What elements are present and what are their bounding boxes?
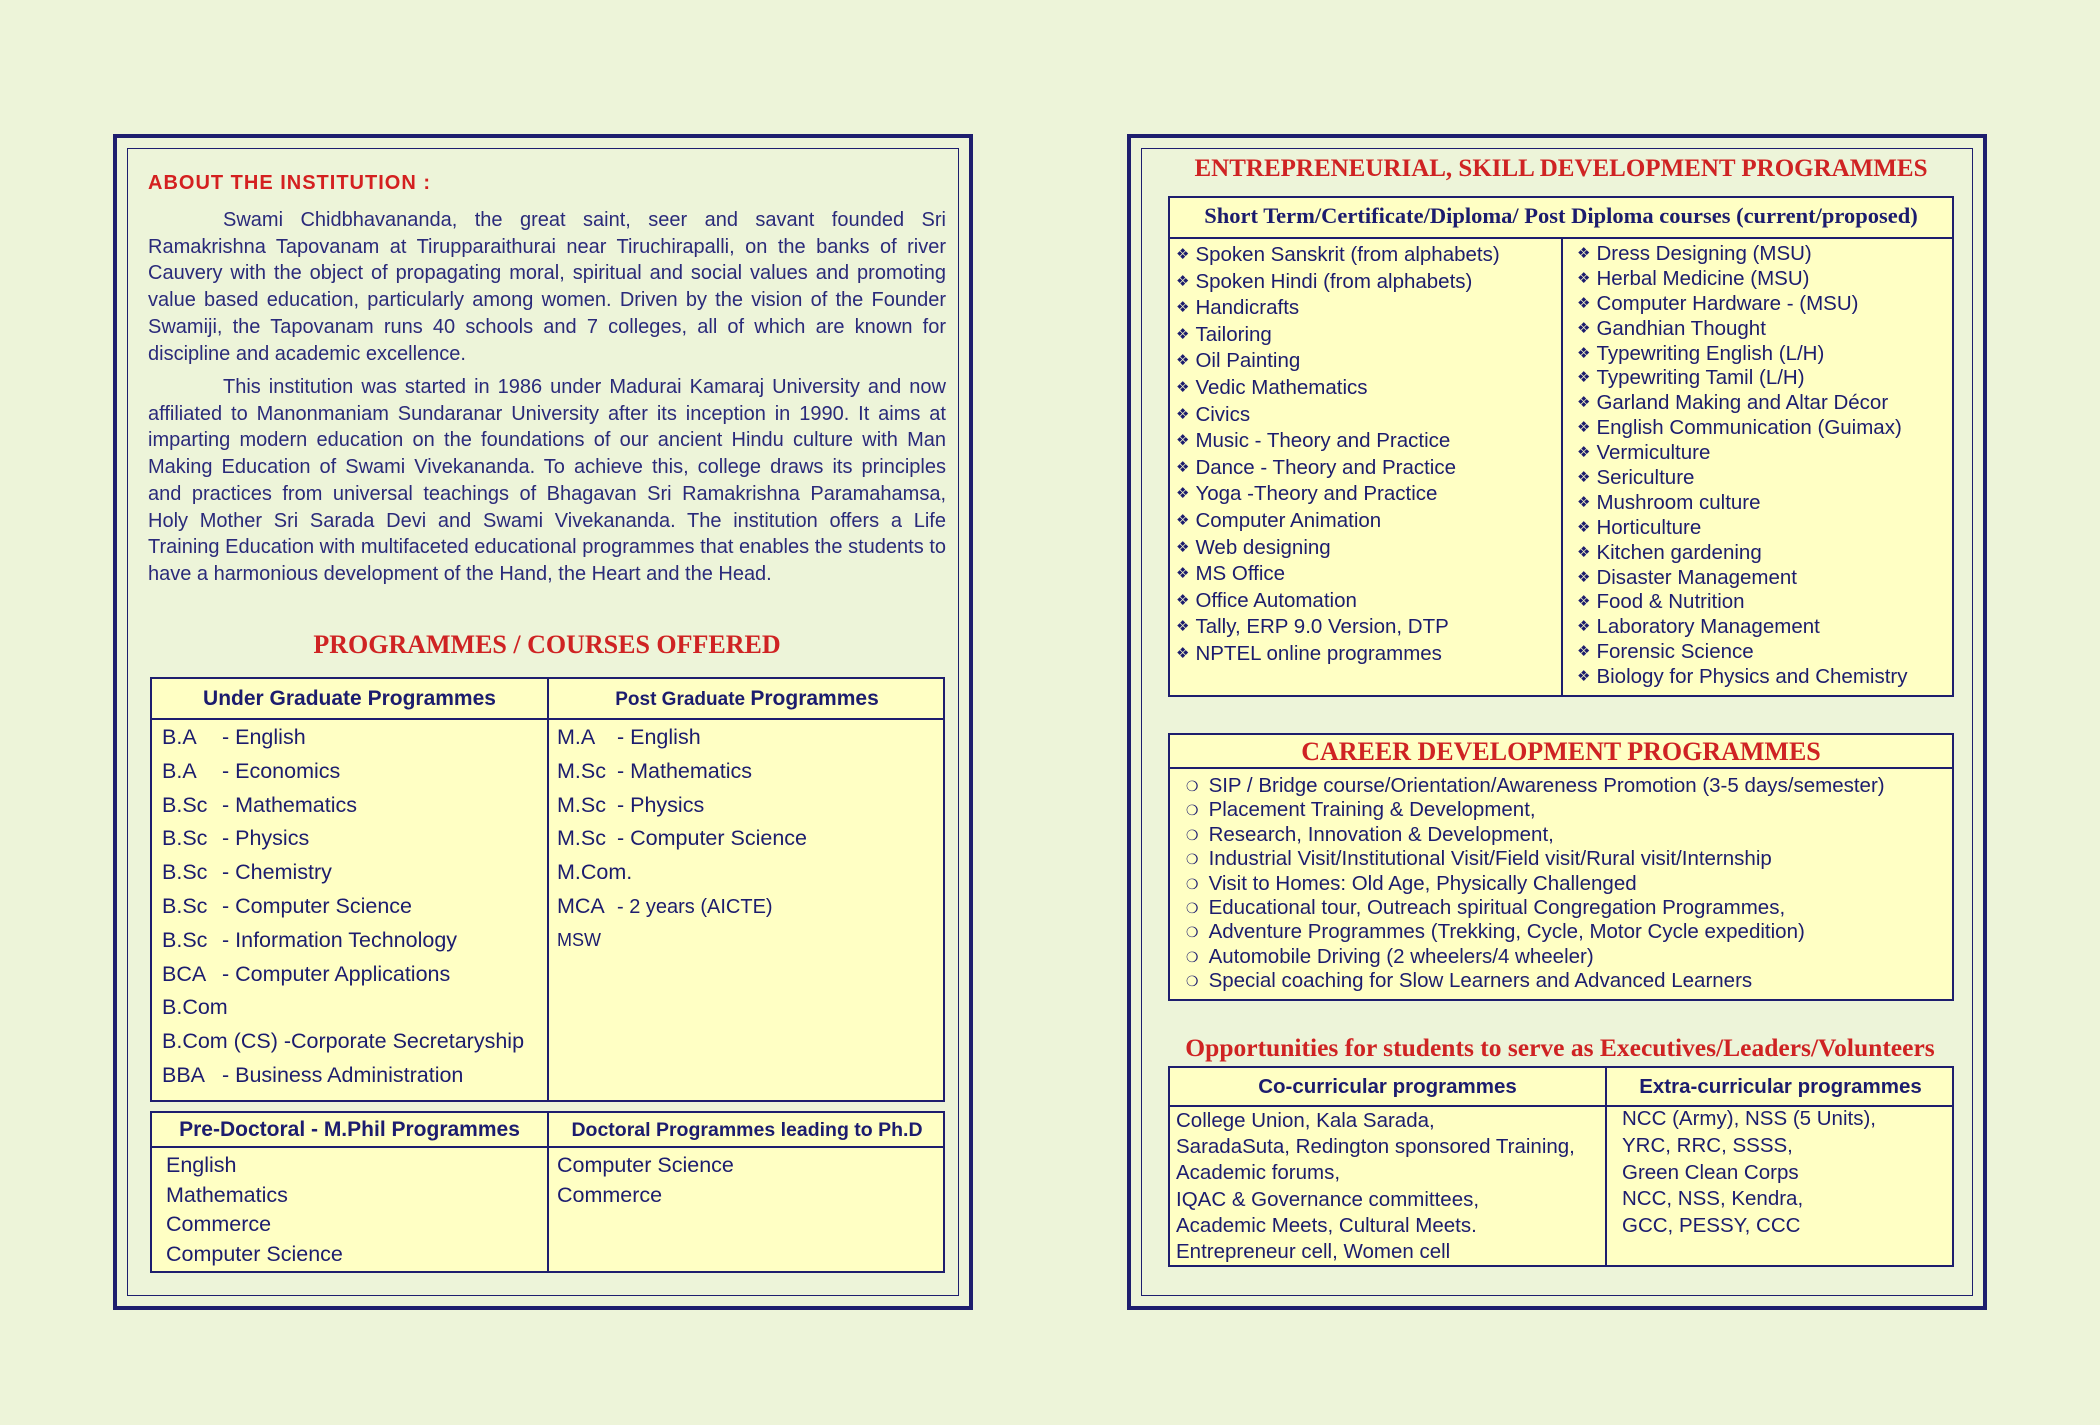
- phd-item: Computer Science: [557, 1153, 734, 1177]
- extra-curricular-header: Extra-curricular programmes: [1639, 1075, 1922, 1098]
- programme-name: - Computer Applications: [222, 961, 451, 986]
- co-curricular-item: Academic Meets, Cultural Meets.: [1176, 1213, 1477, 1237]
- programme-item: [162, 890, 524, 924]
- co-curricular-header: Co-curricular programmes: [1258, 1075, 1517, 1098]
- programme-item: [162, 755, 524, 789]
- phd-list: [557, 1151, 734, 1210]
- ug-list: [162, 721, 524, 1093]
- programme-item: [557, 721, 807, 755]
- career-item: ❍ Visit to Homes: Old Age, Physically Challenged: [1186, 872, 1885, 896]
- skill-item: ❖ Dress Designing (MSU): [1577, 242, 1908, 267]
- programme-item: [557, 755, 807, 789]
- programme-item: [162, 1059, 524, 1093]
- career-item: ❍ Educational tour, Outreach spiritual Congregation Programmes,: [1186, 896, 1885, 920]
- programme-code: B.Sc: [162, 826, 208, 851]
- extra-curricular-item: NCC (Army), NSS (5 Units),: [1622, 1107, 1876, 1130]
- doctoral-table: [150, 1111, 945, 1273]
- skill-item: ❖ Spoken Sanskrit (from alphabets): [1176, 242, 1500, 269]
- career-title: CAREER DEVELOPMENT PROGRAMMES: [1301, 737, 1821, 766]
- skill-item: ❖ Food & Nutrition: [1577, 590, 1908, 615]
- programme-code: BCA: [162, 961, 207, 986]
- programme-code: MCA: [557, 893, 605, 918]
- programme-item: [557, 856, 807, 890]
- pg-header-big: Programmes: [750, 687, 879, 710]
- skill-item: ❖ Oil Painting: [1176, 348, 1500, 375]
- programme-code: B.A: [162, 725, 197, 749]
- programme-item: [162, 958, 524, 992]
- skill-item: ❖ Laboratory Management: [1577, 615, 1908, 640]
- programme-item: [162, 856, 524, 890]
- career-item: ❍ Special coaching for Slow Learners and Advanced Learners: [1186, 969, 1885, 993]
- skill-table: [1168, 196, 1954, 697]
- programme-name: - English: [222, 725, 306, 749]
- extra-curricular-list: [1622, 1106, 1876, 1240]
- skill-item: ❖ Spoken Hindi (from alphabets): [1176, 269, 1500, 296]
- programmes-title: PROGRAMMES / COURSES OFFERED: [313, 630, 781, 659]
- programme-item: [557, 822, 807, 856]
- skill-list-right: [1577, 242, 1908, 690]
- programme-code: M.A: [557, 725, 596, 749]
- mphil-header: Pre-Doctoral - M.Phil Programmes: [179, 1118, 520, 1141]
- extra-curricular-item: NCC, NSS, Kendra,: [1622, 1187, 1804, 1211]
- skill-item: ❖ Music - Theory and Practice: [1176, 428, 1500, 455]
- programme-name: - Computer Science: [617, 826, 807, 851]
- programme-item: [162, 991, 524, 1025]
- skill-item: ❖ Garland Making and Altar Décor: [1577, 391, 1908, 416]
- programme-code: M.Sc: [557, 758, 606, 783]
- skill-item: ❖ Kitchen gardening: [1577, 541, 1908, 566]
- programme-name: - Chemistry: [222, 860, 332, 885]
- programme-code: M.Sc: [557, 826, 606, 851]
- career-item: ❍ Industrial Visit/Institutional Visit/Field visit/Rural visit/Internship: [1186, 847, 1885, 871]
- career-box: [1168, 733, 1954, 1001]
- skill-item: ❖ English Communication (Guimax): [1577, 416, 1908, 441]
- pg-header-small: Post Graduate: [615, 689, 751, 710]
- skill-item: ❖ Disaster Management: [1577, 566, 1908, 591]
- career-item: ❍ Adventure Programmes (Trekking, Cycle, Motor Cycle expedition): [1186, 920, 1885, 944]
- skill-item: ❖ Yoga -Theory and Practice: [1176, 481, 1500, 508]
- skill-item: ❖ Tally, ERP 9.0 Version, DTP: [1176, 614, 1500, 641]
- ug-header: Under Graduate Programmes: [203, 687, 496, 710]
- extra-curricular-item: YRC, RRC, SSSS,: [1622, 1133, 1793, 1157]
- programme-name: - English: [617, 725, 701, 749]
- career-item: ❍ Automobile Driving (2 wheelers/4 wheeler): [1186, 945, 1885, 969]
- skill-item: ❖ MS Office: [1176, 561, 1500, 588]
- extra-curricular-item: GCC, PESSY, CCC: [1622, 1214, 1801, 1238]
- skill-item: ❖ Sericulture: [1577, 466, 1908, 491]
- programme-name: - Mathematics: [617, 758, 753, 783]
- programme-code: B.Com: [162, 995, 228, 1020]
- about-paragraph-2: This institution was started in 1986 under Madurai Kamaraj University and now affiliated to Manonmaniam Sundaranar University after its inception in 1990. It aims at imparting modern education on the foundations of our ancient Hindu culture with Man Making Education of Swami Vivekananda. To achieve this, college draws its principles and practices from universal teachings of Bhagavan Sri Ramakrishna Paramahamsa, Holy Mother Sri Sarada Devi and Swami Vivekananda. The institution offers a Life Training Education with multifaceted educational programmes that enables the students to have a harmonious development of the Hand, the Heart and the Head.: [148, 376, 946, 585]
- programme-name: - Economics: [222, 758, 341, 783]
- pg-header: [549, 687, 945, 711]
- programme-item: [162, 924, 524, 958]
- skill-item: ❖ NPTEL online programmes: [1176, 641, 1500, 668]
- programme-code: BBA: [162, 1062, 206, 1087]
- mphil-item: English: [166, 1153, 237, 1177]
- phd-item: Commerce: [557, 1182, 663, 1207]
- skill-list-left: [1176, 242, 1500, 668]
- skill-item: ❖ Herbal Medicine (MSU): [1577, 267, 1908, 292]
- programme-name: - Information Technology: [222, 927, 458, 952]
- programme-name: - Mathematics: [222, 792, 358, 817]
- career-list: [1186, 774, 1885, 994]
- programme-name: - 2 years (AICTE): [617, 895, 773, 918]
- career-header-divider: [1170, 767, 1952, 769]
- co-curricular-item: IQAC & Governance committees,: [1176, 1187, 1480, 1211]
- about-heading: ABOUT THE INSTITUTION :: [148, 172, 431, 194]
- table-column-divider: [547, 679, 549, 1100]
- opportunities-table: [1168, 1066, 1954, 1267]
- skill-item: ❖ Mushroom culture: [1577, 491, 1908, 516]
- programme-item: [162, 789, 524, 823]
- programme-code: B.A: [162, 758, 197, 783]
- phd-header: Doctoral Programmes leading to Ph.D: [571, 1119, 923, 1141]
- skill-item: ❖ Office Automation: [1176, 588, 1500, 615]
- co-curricular-item: College Union, Kala Sarada,: [1176, 1109, 1435, 1132]
- skill-title: ENTREPRENEURIAL, SKILL DEVELOPMENT PROGRAMMES: [1194, 155, 1928, 182]
- programme-name: - Computer Science: [222, 893, 412, 918]
- pg-list: [557, 721, 807, 958]
- skill-item: ❖ Computer Animation: [1176, 508, 1500, 535]
- skill-item: ❖ Tailoring: [1176, 322, 1500, 349]
- skill-item: ❖ Biology for Physics and Chemistry: [1577, 665, 1908, 690]
- skill-item: ❖ Typewriting Tamil (L/H): [1577, 366, 1908, 391]
- programme-code: B.Sc: [162, 792, 208, 817]
- programme-item: [162, 1025, 524, 1059]
- programme-name: - Business Administration: [222, 1062, 464, 1087]
- programme-code: B.Sc: [162, 927, 208, 952]
- programme-item: [162, 822, 524, 856]
- programme-code: M.Com.: [557, 860, 633, 885]
- career-item: ❍ Research, Innovation & Development,: [1186, 823, 1885, 847]
- co-curricular-item: Academic forums,: [1176, 1161, 1341, 1185]
- skill-item: ❖ Vermiculture: [1577, 441, 1908, 466]
- opportunities-title: Opportunities for students to serve as Executives/Leaders/Volunteers: [1185, 1033, 1935, 1062]
- co-curricular-item: SaradaSuta, Redington sponsored Training,: [1176, 1135, 1575, 1159]
- mphil-item: Commerce: [166, 1212, 272, 1236]
- programme-code: B.Com (CS) -Corporate Secretaryship: [162, 1029, 525, 1054]
- career-item: ❍ SIP / Bridge course/Orientation/Awareness Promotion (3-5 days/semester): [1186, 774, 1885, 798]
- programme-code: B.Sc: [162, 860, 208, 885]
- skill-item: ❖ Computer Hardware - (MSU): [1577, 292, 1908, 317]
- programme-item: [557, 789, 807, 823]
- programme-code: B.Sc: [162, 893, 208, 918]
- skill-item: ❖ Web designing: [1176, 535, 1500, 562]
- programme-name: - Physics: [222, 826, 310, 851]
- programme-item: [557, 890, 807, 924]
- skill-item: ❖ Vedic Mathematics: [1176, 375, 1500, 402]
- programme-item: [162, 721, 524, 755]
- programme-code: MSW: [557, 929, 601, 950]
- skill-item: ❖ Typewriting English (L/H): [1577, 342, 1908, 367]
- programme-name: - Physics: [617, 792, 705, 817]
- mphil-item: Mathematics: [166, 1182, 288, 1207]
- mphil-item: Computer Science: [166, 1241, 343, 1266]
- skill-subheader: Short Term/Certificate/Diploma/ Post Diploma courses (current/proposed): [1204, 203, 1918, 228]
- mphil-list: [166, 1151, 343, 1269]
- programme-item: [557, 924, 807, 958]
- skill-item: ❖ Handicrafts: [1176, 295, 1500, 322]
- co-curricular-list: [1176, 1108, 1575, 1265]
- career-item: ❍ Placement Training & Development,: [1186, 798, 1885, 822]
- co-curricular-item: Entrepreneur cell, Women cell: [1176, 1239, 1451, 1263]
- skill-column-divider: [1561, 237, 1563, 695]
- skill-item: ❖ Civics: [1176, 402, 1500, 429]
- skill-item: ❖ Dance - Theory and Practice: [1176, 455, 1500, 482]
- skill-item: ❖ Gandhian Thought: [1577, 317, 1908, 342]
- about-paragraph-1: Swami Chidbhavananda, the great saint, seer and savant founded Sri Ramakrishna Tapovanam at Tirupparaithurai near Tiruchirapalli, on the banks of river Cauvery with the object of propagating moral, spiritual and social values and promoting value based education, particularly among women. Driven by the vision of the Founder Swamiji, the Tapovanam runs 40 schools and 7 colleges, all of which are known for discipline and academic excellence.: [148, 209, 946, 365]
- programme-code: M.Sc: [557, 792, 606, 817]
- skill-item: ❖ Forensic Science: [1577, 640, 1908, 665]
- skill-item: ❖ Horticulture: [1577, 516, 1908, 541]
- extra-curricular-item: Green Clean Corps: [1622, 1160, 1799, 1184]
- ug-pg-table: [150, 677, 945, 1102]
